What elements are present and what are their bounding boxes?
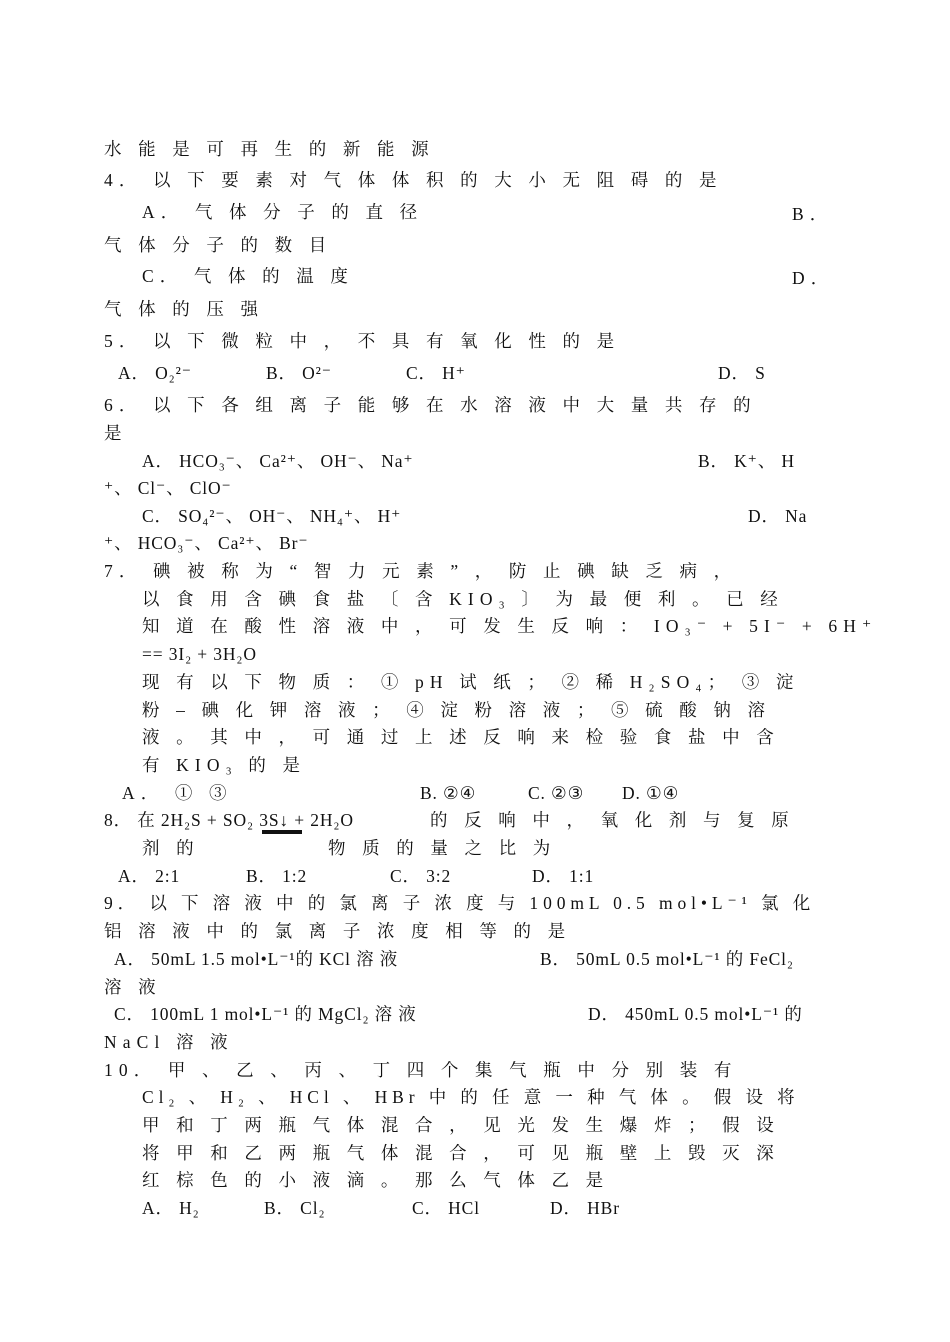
option-9a: A． 50mL 1.5 mol•L⁻¹的 KCl 溶 液 <box>114 949 399 969</box>
option-6d: D． Na <box>748 506 808 526</box>
option-6a: A． HCO₃⁻、 Ca²⁺、 OH⁻、 Na⁺ <box>142 451 414 471</box>
option-7b: B. ②④ <box>420 783 477 803</box>
option-9b: B． 50mL 0.5 mol•L⁻¹ 的 FeCl₂ <box>540 949 794 969</box>
option-6d-cont: ⁺、 HCO₃⁻、 Ca²⁺、 Br⁻ <box>104 533 309 553</box>
question-10-stem-5: 红 棕 色 的 小 液 滴 。 那 么 气 体 乙 是 <box>142 1170 610 1190</box>
question-10-stem: 10． 甲 、 乙 、 丙 、 丁 四 个 集 气 瓶 中 分 别 装 有 <box>104 1060 738 1080</box>
option-4c: C． 气 体 的 温 度 <box>142 266 355 286</box>
option-4d-text: 气 体 的 压 强 <box>104 299 265 319</box>
option-10d: D． HBr <box>550 1198 620 1218</box>
question-5-stem: 5． 以 下 微 粒 中 ， 不 具 有 氧 化 性 的 是 <box>104 331 621 351</box>
question-6-stem: 6． 以 下 各 组 离 子 能 够 在 水 溶 液 中 大 量 共 存 的 <box>104 395 757 415</box>
option-8b: B． 1:2 <box>246 866 308 886</box>
option-4b-text: 气 体 分 子 的 数 目 <box>104 235 333 255</box>
question-7-stem-3: 知 道 在 酸 性 溶 液 中 ， 可 发 生 反 响 ： IO₃⁻ + 5I⁻ + 6H⁺ <box>142 616 878 636</box>
question-4-stem: 4． 以 下 要 素 对 气 体 体 积 的 大 小 无 阻 碍 的 是 <box>104 170 723 190</box>
question-10-stem-3: 甲 和 丁 两 瓶 气 体 混 合 ， 见 光 发 生 爆 炸 ； 假 设 <box>142 1115 780 1135</box>
option-6b-cont: ⁺、 Cl⁻、 ClO⁻ <box>104 478 232 498</box>
question-7-stem-5: 粉 – 碘 化 钾 溶 液 ； ④ 淀 粉 溶 液 ； ⑤ 硫 酸 钠 溶 <box>142 700 772 720</box>
option-10a: A． H₂ <box>142 1198 200 1218</box>
option-9c: C． 100mL 1 mol•L⁻¹ 的 MgCl₂ 溶 液 <box>114 1004 417 1024</box>
question-6-stem-cont: 是 <box>104 423 128 443</box>
question-7-stem-6: 液 。 其 中 ， 可 通 过 上 述 反 响 来 检 验 食 盐 中 含 <box>142 727 780 747</box>
option-7d: D. ①④ <box>622 783 680 803</box>
question-8-equation: 8． 在 2H₂S + SO₂ 3S↓ + 2H₂O <box>104 810 354 830</box>
question-8-stem-cont: 剂 的 <box>142 838 200 858</box>
option-7c: C. ②③ <box>528 783 585 803</box>
option-8c: C． 3:2 <box>390 866 452 886</box>
option-6b: B． K⁺、 H <box>698 451 795 471</box>
option-4b-label: B． <box>792 204 834 224</box>
question-7-stem-7: 有 KIO₃ 的 是 <box>142 755 307 775</box>
question-9-stem-cont: 铝 溶 液 中 的 氯 离 子 浓 度 相 等 的 是 <box>104 921 572 941</box>
question-10-stem-2: Cl₂ 、 H₂ 、 HCl 、 HBr 中 的 任 意 一 种 气 体 。 假 设 将 <box>142 1087 800 1107</box>
reaction-arrow-bar <box>262 830 302 834</box>
question-10-stem-4: 将 甲 和 乙 两 瓶 气 体 混 合 ， 可 见 瓶 壁 上 毁 灭 深 <box>142 1143 780 1163</box>
option-9d-cont: NaCl 溶 液 <box>104 1032 234 1052</box>
text-line: 水 能 是 可 再 生 的 新 能 源 <box>104 139 435 159</box>
option-4a: A． 气 体 分 子 的 直 径 <box>142 202 424 222</box>
option-8a: A． 2:1 <box>118 866 181 886</box>
option-9b-cont: 溶 液 <box>104 977 162 997</box>
option-5b: B． O²⁻ <box>266 363 332 383</box>
option-5c: C． H⁺ <box>406 363 466 383</box>
question-7-equation: == 3I₂ + 3H₂O <box>142 644 257 664</box>
question-7-stem-2: 以 食 用 含 碘 食 盐 〔 含 KIO₃ 〕 为 最 便 利 。 已 经 <box>142 589 784 609</box>
option-8d: D． 1:1 <box>532 866 595 886</box>
option-5a: A． O₂²⁻ <box>118 363 192 383</box>
option-10b: B． Cl₂ <box>264 1198 326 1218</box>
option-6c: C． SO₄²⁻、 OH⁻、 NH₄⁺、 H⁺ <box>142 506 402 526</box>
option-5d: D． S <box>718 363 766 383</box>
question-8-stem-cont-2: 物 质 的 量 之 比 为 <box>328 838 557 858</box>
question-7-stem: 7． 碘 被 称 为 “ 智 力 元 素 ” ， 防 止 碘 缺 乏 病 ， <box>104 561 738 581</box>
question-7-stem-4: 现 有 以 下 物 质 ： ① pH 试 纸 ； ② 稀 H₂SO₄； ③ 淀 <box>142 672 800 692</box>
option-7a: A． ① ③ <box>122 783 233 803</box>
question-8-stem: 的 反 响 中 ， 氧 化 剂 与 复 原 <box>430 810 795 830</box>
option-10c: C． HCl <box>412 1198 480 1218</box>
option-4d-label: D． <box>792 268 835 288</box>
question-9-stem: 9． 以 下 溶 液 中 的 氯 离 子 浓 度 与 100mL 0.5 mol•L⁻¹ 氯 化 <box>104 893 816 913</box>
option-9d: D． 450mL 0.5 mol•L⁻¹ 的 <box>588 1004 803 1024</box>
